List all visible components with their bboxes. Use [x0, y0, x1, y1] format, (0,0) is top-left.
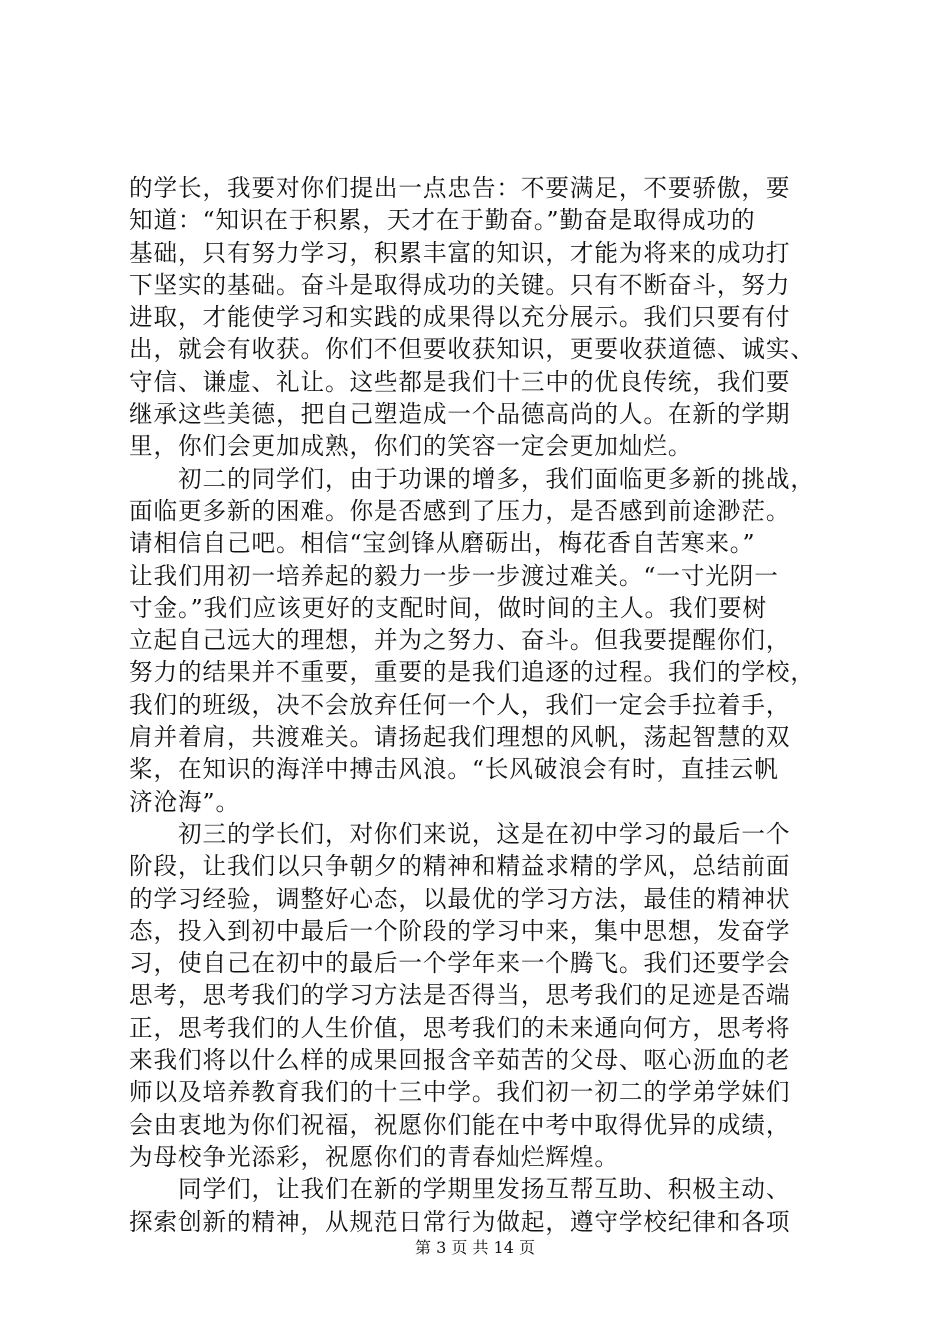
text-line: 里，你们会更加成熟，你们的笑容一定会更加灿烂。 — [129, 432, 693, 461]
text-line: 态，投入到初中最后一个阶段的学习中来，集中思想，发奋学 — [129, 916, 791, 945]
text-line: 努力的结果并不重要，重要的是我们追逐的过程。我们的学校， — [129, 658, 815, 687]
text-line: 基础，只有努力学习，积累丰富的知识，才能为将来的成功打 — [129, 238, 791, 267]
text-line: 我们的班级，决不会放弃任何一个人，我们一定会手拉着手， — [129, 690, 791, 719]
text-line: 的学长，我要对你们提出一点忠告：不要满足，不要骄傲，要 — [129, 174, 791, 202]
text-line: 出，就会有收获。你们不但要收获知识，更要收获道德、诚实、 — [129, 335, 815, 364]
text-line: 为母校争光添彩，祝愿你们的青春灿烂辉煌。 — [129, 1142, 619, 1171]
text-line: 初三的学长们，对你们来说，这是在初中学习的最后一个 — [129, 819, 791, 848]
text-line: 会由衷地为你们祝福，祝愿你们能在中考中取得优异的成绩， — [129, 1110, 791, 1139]
text-line: 初二的同学们，由于功课的增多，我们面临更多新的挑战， — [129, 464, 815, 493]
text-line: 同学们，让我们在新的学期里发扬互帮互助、积极主动、 — [129, 1175, 791, 1204]
text-line: 思考，思考我们的学习方法是否得当，思考我们的足迹是否端 — [129, 981, 791, 1010]
text-line: 守信、谦虚、礼让。这些都是我们十三中的优良传统，我们要 — [129, 367, 791, 396]
text-line: 正，思考我们的人生价值，思考我们的未来通向何方，思考将 — [129, 1013, 791, 1042]
text-line: 请相信自己吧。相信“宝剑锋从磨砺出，梅花香自苦寒来。” — [129, 529, 756, 558]
text-line: 让我们用初一培养起的毅力一步一步渡过难关。“一寸光阴一 — [129, 561, 779, 590]
text-line: 习，使自己在初中的最后一个学年来一个腾飞。我们还要学会 — [129, 949, 791, 978]
text-line: 肩并着肩，共渡难关。请扬起我们理想的风帆，荡起智慧的双 — [129, 723, 791, 752]
text-line: 立起自己远大的理想，并为之努力、奋斗。但我要提醒你们， — [129, 626, 791, 655]
text-line: 进取，才能使学习和实践的成果得以充分展示。我们只要有付 — [129, 303, 791, 332]
text-line: 面临更多新的困难。你是否感到了压力，是否感到前途渺茫。 — [129, 496, 791, 525]
text-line: 探索创新的精神，从规范日常行为做起，遵守学校纪律和各项 — [129, 1207, 791, 1236]
body-text — [129, 172, 829, 1238]
text-line: 继承这些美德，把自己塑造成一个品德高尚的人。在新的学期 — [129, 400, 791, 429]
text-line: 寸金。”我们应该更好的支配时间，做时间的主人。我们要树 — [129, 593, 767, 622]
text-line: 来我们将以什么样的成果回报含辛茹苦的父母、呕心沥血的老 — [129, 1046, 791, 1075]
text-line: 阶段，让我们以只争朝夕的精神和精益求精的学风，总结前面 — [129, 852, 791, 881]
page-footer: 第 3 页 共 14 页 — [415, 1238, 535, 1257]
text-line: 济沧海”。 — [129, 787, 240, 816]
text-line: 的学习经验，调整好心态，以最优的学习方法，最佳的精神状 — [129, 884, 791, 913]
text-line: 知道：“知识在于积累，天才在于勤奋。”勤奋是取得成功的 — [129, 206, 756, 235]
text-line: 下坚实的基础。奋斗是取得成功的关键。只有不断奋斗，努力 — [129, 270, 791, 299]
text-line: 桨，在知识的海洋中搏击风浪。“长风破浪会有时，直挂云帆 — [129, 755, 779, 784]
text-line: 师以及培养教育我们的十三中学。我们初一初二的学弟学妹们 — [129, 1078, 791, 1107]
